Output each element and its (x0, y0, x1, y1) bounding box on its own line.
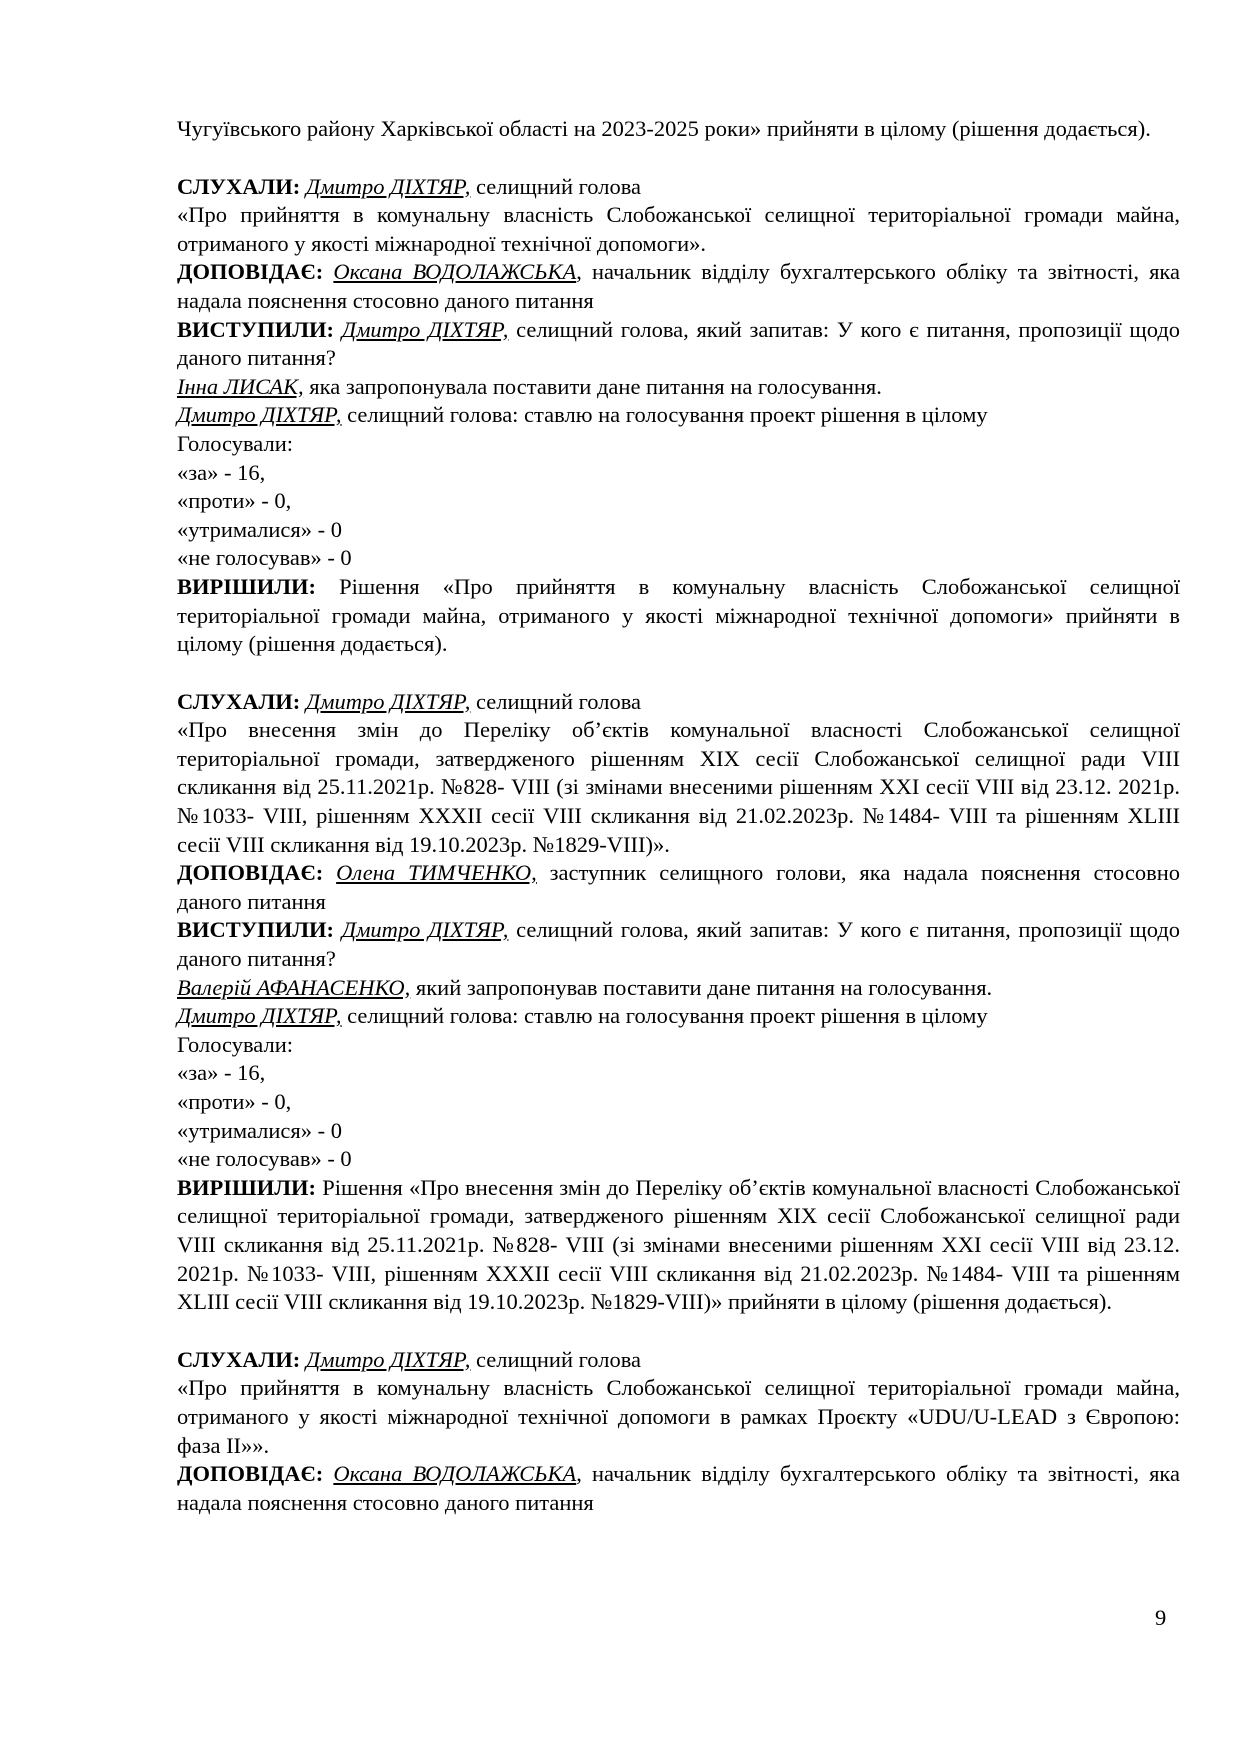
vote-call-text: селищний голова: ставлю на голосування проект рішення в цілому (341, 402, 988, 428)
reporter-line (177, 1460, 1180, 1517)
agenda-topic: «Про прийняття в комунальну власність Слобожанської селищної територіальної громади майна, отриманого у якості міжнародної технічної допомоги в рамках Проєкту «UDU/U-LEAD з Європою: фаза ІІ»». (177, 1375, 1180, 1458)
votes-not-voted: «не голосував» - 0 (177, 1146, 352, 1172)
decision-line (177, 573, 1180, 659)
spoke-name: Дмитро ДІХТЯР, (341, 316, 509, 342)
speaker-name: Дмитро ДІХТЯР, (305, 688, 471, 714)
spoke-line (177, 916, 1180, 973)
votes-against: «проти» - 0, (177, 1089, 292, 1114)
decision-text: Рішення «Про внесення змін до Переліку об’єктів комунальної власності Слобожанської селищної територіальної громади, затвердженого рішенням XIX сесії Слобожанської селищної ради VIII скликання від 25.11.2021р. №828- VIII (зі змінами внесеними рішенням XXI сесії VIII від 23.12. 2021р. №1033- VIII, рішенням XXXII сесії VIII скликання від 21.02.2023р. №1484- VIII та рішенням XLIII сесії VIII скликання від 19.10.2023р. №1829-VIII)» прийняти в цілому (рішення додається). (177, 1174, 1180, 1315)
proposal-text: яка запропонувала поставити дане питання на голосування. (303, 373, 882, 399)
speaker-name: Дмитро ДІХТЯР, (305, 173, 471, 199)
decision-text: Рішення «Про прийняття в комунальну власність Слобожанської селищної територіальної громади майна, отриманого у якості міжнародної технічної допомоги» прийняти в цілому (рішення додається). (177, 573, 1180, 657)
spoke-text: селищний голова, який запитав: У кого є питання, пропозиції щодо даного питання? (177, 316, 1181, 371)
reporter-line (177, 859, 1180, 916)
reporter-name: Оксана ВОДОЛАЖСЬКА (333, 1461, 577, 1487)
speaker-role: селищний голова (470, 688, 642, 714)
voted-label: Голосували: (177, 1031, 293, 1057)
spacer (177, 1317, 1180, 1346)
heard-label: СЛУХАЛИ: (177, 688, 301, 714)
voted-label: Голосували: (177, 430, 293, 456)
proposal-line (177, 974, 1180, 1003)
votes-for: «за» - 16, (177, 1060, 266, 1086)
spoke-text: селищний голова, який запитав: У кого є питання, пропозиції щодо даного питання? (177, 917, 1181, 972)
votes-for: «за» - 16, (177, 459, 266, 485)
spoke-label: ВИСТУПИЛИ: (177, 316, 335, 342)
reporter-label: ДОПОВІДАЄ: (177, 259, 324, 285)
spoke-name: Дмитро ДІХТЯР, (341, 917, 509, 943)
proposal-line (177, 373, 1180, 402)
votes-abstained: «утрималися» - 0 (177, 516, 343, 542)
vote-call-text: селищний голова: ставлю на голосування проект рішення в цілому (341, 1003, 988, 1029)
reporter-text: , начальник відділу бухгалтерського обліку та звітності, яка надала пояснення стосовно даного питання (177, 1461, 1180, 1515)
chair-name: Дмитро ДІХТЯР, (177, 1003, 342, 1029)
chair-name: Дмитро ДІХТЯР, (177, 402, 342, 428)
reporter-label: ДОПОВІДАЄ: (177, 860, 324, 886)
reporter-text: заступник селищного голови, яка надала пояснення стосовно даного питання (177, 860, 1181, 914)
proposer-name: Валерій АФАНАСЕНКО, (177, 974, 411, 1000)
heard-label: СЛУХАЛИ: (177, 1346, 301, 1372)
reporter-text: , начальник відділу бухгалтерського обліку та звітності, яка надала пояснення стосовно даного питання (177, 259, 1180, 313)
vote-call-line (177, 1002, 1180, 1031)
agenda-topic: «Про прийняття в комунальну власність Слобожанської селищної територіальної громади майна, отриманого у якості міжнародної технічної допомоги». (177, 202, 1180, 256)
proposal-text: який запропонував поставити дане питання на голосування. (410, 974, 993, 1000)
intro-paragraph: Чугуївського району Харківської області на 2023-2025 роки» прийняти в цілому (рішення додається). (177, 116, 1151, 141)
heard-line (177, 173, 1180, 202)
heard-line (177, 688, 1180, 717)
spacer (177, 144, 1180, 173)
speaker-role: селищний голова (470, 173, 642, 199)
heard-line (177, 1346, 1180, 1375)
decision-label: ВИРІШИЛИ: (177, 573, 316, 599)
decision-label: ВИРІШИЛИ: (177, 1174, 316, 1200)
reporter-name: Олена ТИМЧЕНКО, (336, 860, 537, 886)
vote-call-line (177, 401, 1180, 430)
reporter-label: ДОПОВІДАЄ: (177, 1461, 324, 1487)
votes-abstained: «утрималися» - 0 (177, 1117, 343, 1143)
speaker-name: Дмитро ДІХТЯР, (305, 1346, 471, 1372)
decision-line (177, 1174, 1180, 1317)
speaker-role: селищний голова (470, 1346, 642, 1372)
reporter-line (177, 258, 1180, 315)
proposer-name: Інна ЛИСАК, (177, 373, 304, 399)
page-number: 9 (1155, 1605, 1167, 1630)
document-body (177, 115, 1180, 1517)
agenda-topic: «Про внесення змін до Переліку об’єктів комунальної власності Слобожанської селищної територіальної громади, затвердженого рішенням XIX сесії Слобожанської селищної ради VIII скликання від 25.11.2021р. №828- VIII (зі змінами внесеними рішенням XXI сесії VIII від 23.12. 2021р. №1033- VIII, рішенням XXXII сесії VIII скликання від 21.02.2023р. №1484- VIII та рішенням XLIII сесії VIII скликання від 19.10.2023р. №1829-VIII)». (177, 717, 1180, 857)
votes-not-voted: «не голосував» - 0 (177, 545, 352, 571)
spoke-label: ВИСТУПИЛИ: (177, 917, 335, 943)
spacer (177, 659, 1180, 688)
votes-against: «проти» - 0, (177, 488, 292, 514)
spoke-line (177, 316, 1180, 373)
heard-label: СЛУХАЛИ: (177, 173, 301, 199)
reporter-name: Оксана ВОДОЛАЖСЬКА (333, 259, 577, 285)
